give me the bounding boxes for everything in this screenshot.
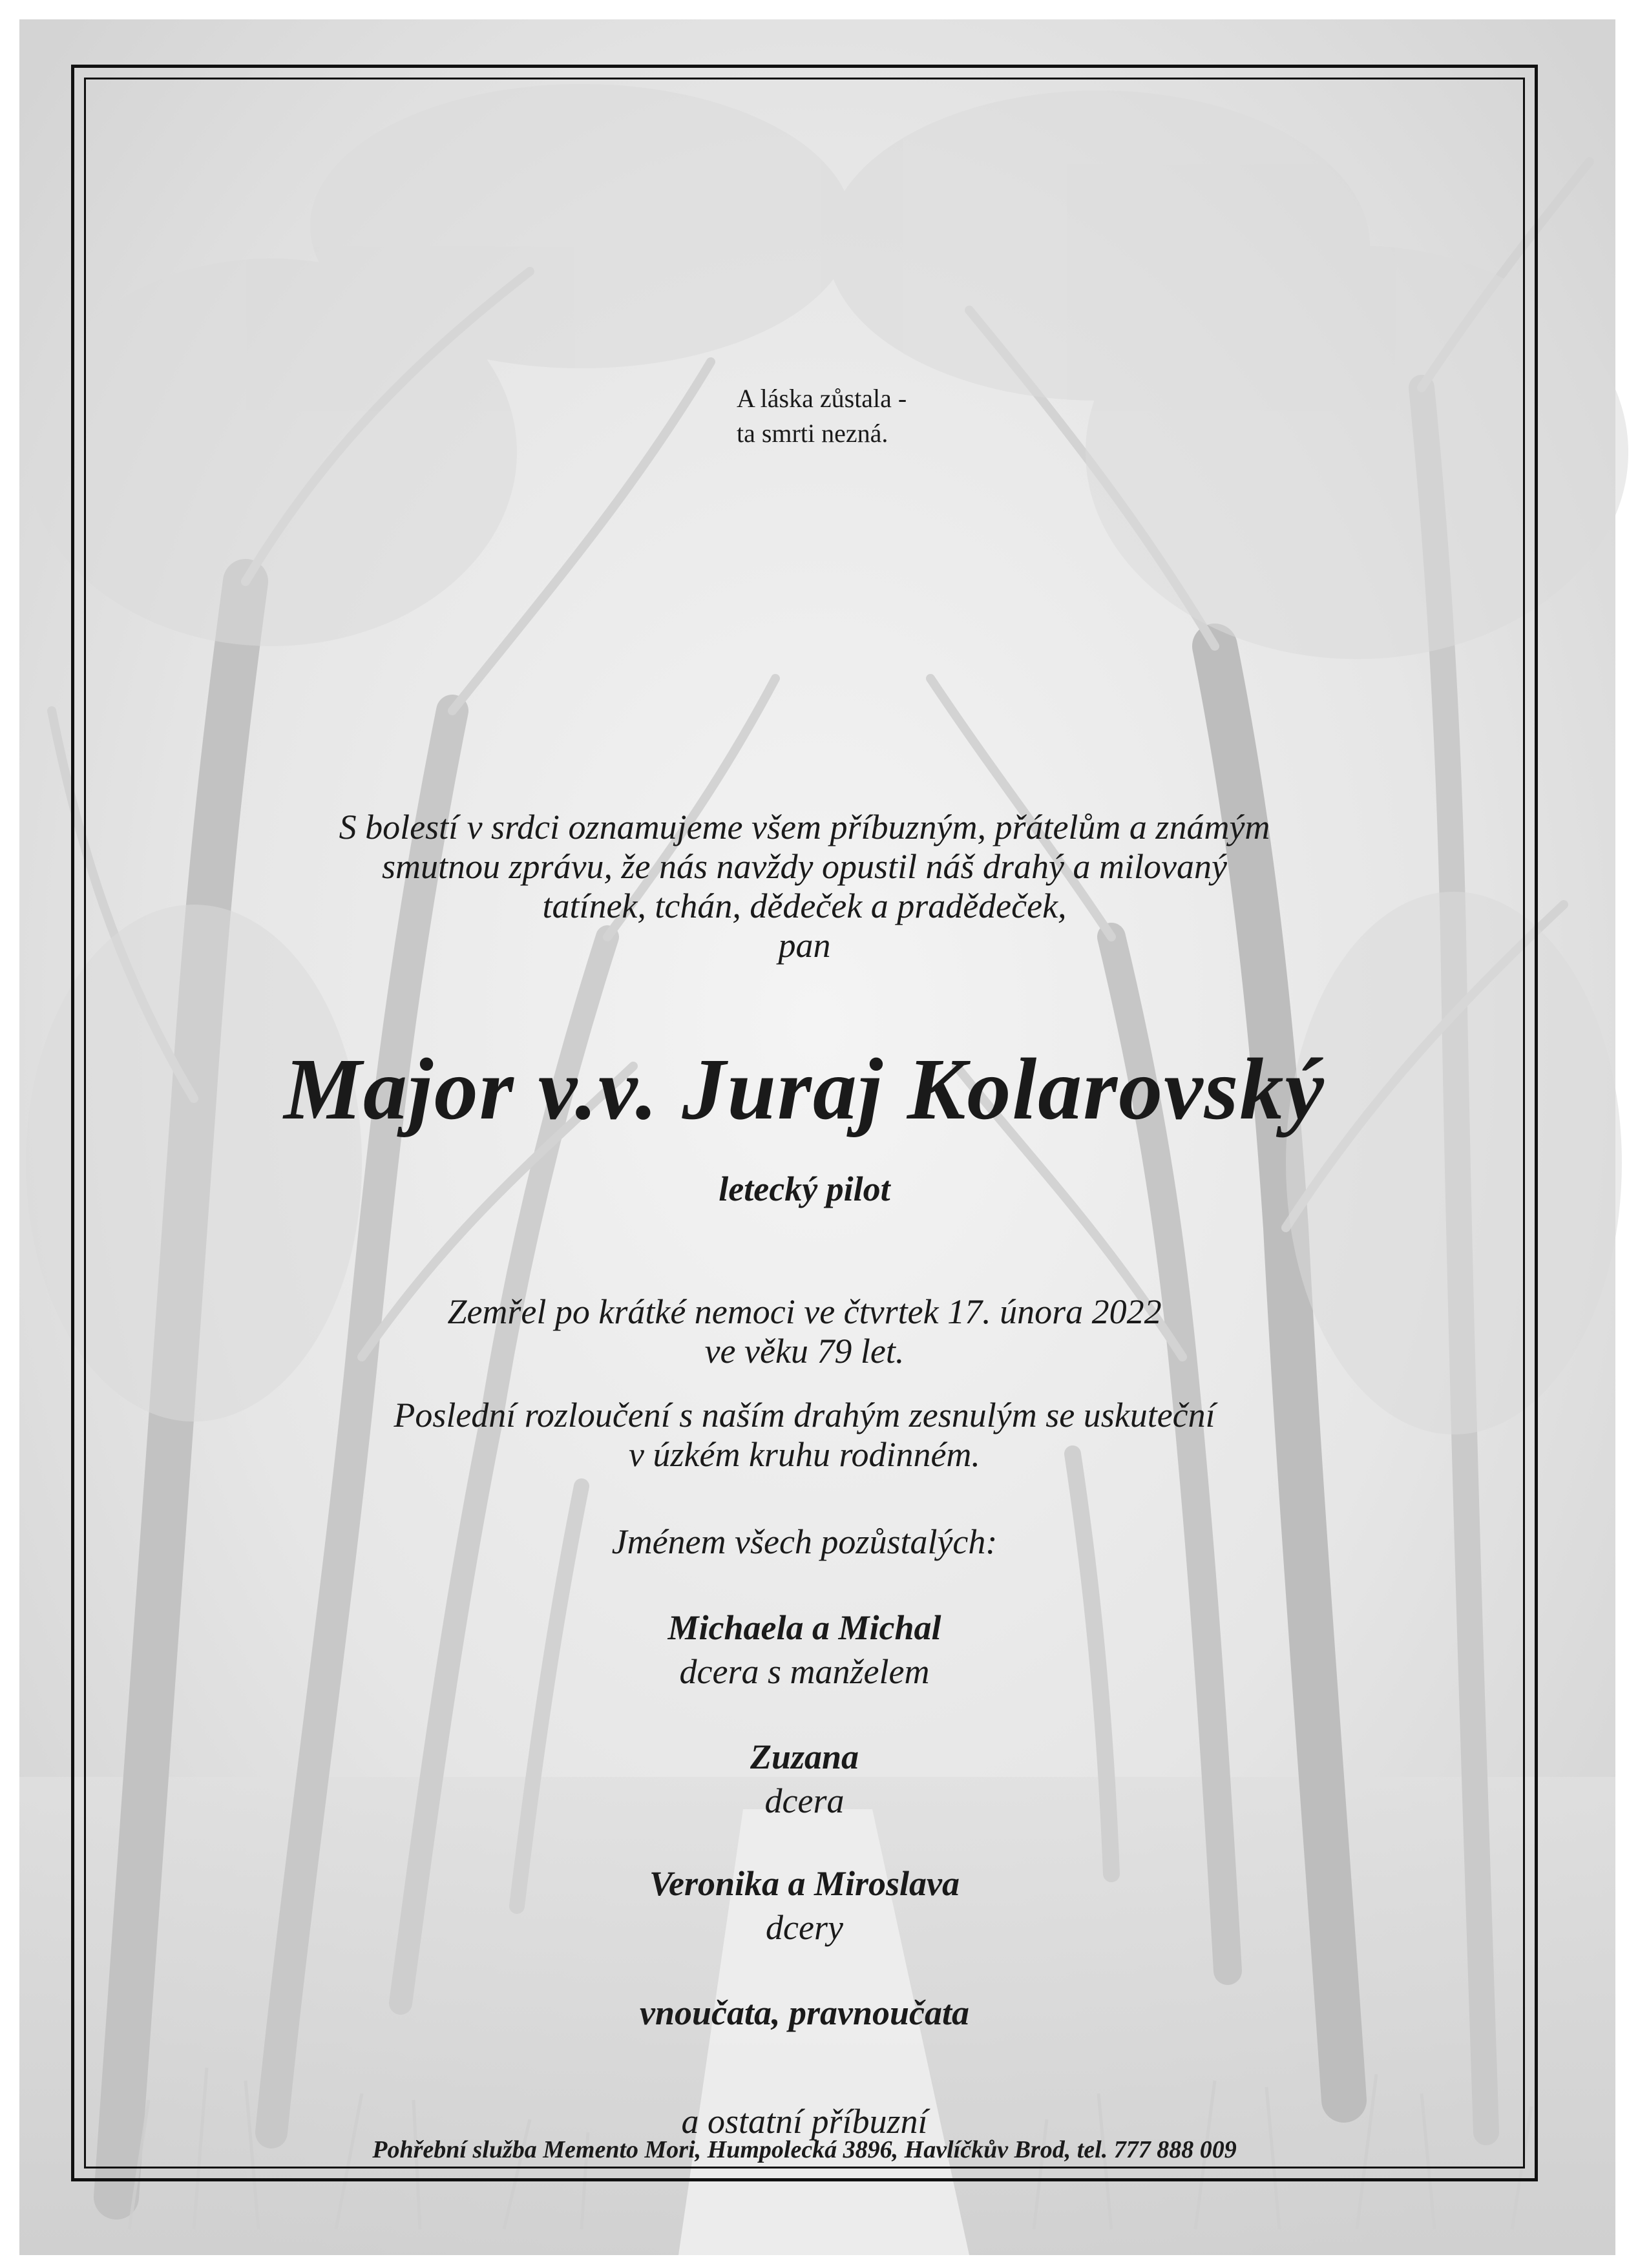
- death-line-1: Zemřel po krátké nemoci ve čtvrtek 17. února 2022: [447, 1292, 1162, 1331]
- announcement-line-1: S bolestí v srdci oznamujeme všem příbuzným, přátelům a známým: [339, 808, 1270, 846]
- farewell-line-2: v úzkém kruhu rodinném.: [629, 1435, 980, 1475]
- survivor-names: Zuzana: [750, 1738, 859, 1776]
- deceased-occupation: letecký pilot: [719, 1170, 890, 1208]
- farewell-notice: [84, 1396, 1525, 1475]
- motto: [737, 381, 907, 451]
- motto-line-2: ta smrti nezná.: [737, 419, 888, 448]
- funeral-service-footer: Pohřební služba Memento Mori, Humpolecká 3896, Havlíčkův Brod, tel. 777 888 009: [372, 2136, 1237, 2163]
- deceased-name: Major v.v. Juraj Kolarovský: [284, 1041, 1325, 1138]
- survivor-relation: dcera s manželem: [679, 1652, 930, 1691]
- obituary-content: [84, 78, 1525, 2168]
- survivor-relation: dcera: [764, 1781, 845, 1820]
- announcement-line-2: smutnou zprávu, že nás navždy opustil náš drahý a milovaný: [382, 847, 1227, 887]
- grandchildren: vnoučata, pravnoučata: [639, 1993, 970, 2032]
- survivor-names: Michaela a Michal: [667, 1608, 941, 1647]
- survivors-heading: Jménem všech pozůstalých:: [611, 1522, 998, 1561]
- other-relatives: a ostatní příbuzní: [681, 2102, 928, 2141]
- announcement-line-4: pan: [778, 926, 831, 965]
- survivor-group: [84, 1862, 1525, 1949]
- announcement-line-3: tatínek, tchán, dědeček a pradědeček,: [542, 887, 1067, 926]
- death-line-2: ve věku 79 let.: [704, 1332, 905, 1371]
- announcement-text: [84, 808, 1525, 965]
- survivor-names: Veronika a Miroslava: [649, 1864, 960, 1903]
- farewell-line-1: Poslední rozloučení s naším drahým zesnulým se uskuteční: [394, 1396, 1215, 1434]
- survivor-relation: dcery: [766, 1907, 843, 1947]
- survivor-group: [84, 1606, 1525, 1694]
- survivor-group: [84, 1736, 1525, 1823]
- death-notice: [84, 1292, 1525, 1371]
- motto-line-1: A láska zůstala -: [737, 384, 907, 413]
